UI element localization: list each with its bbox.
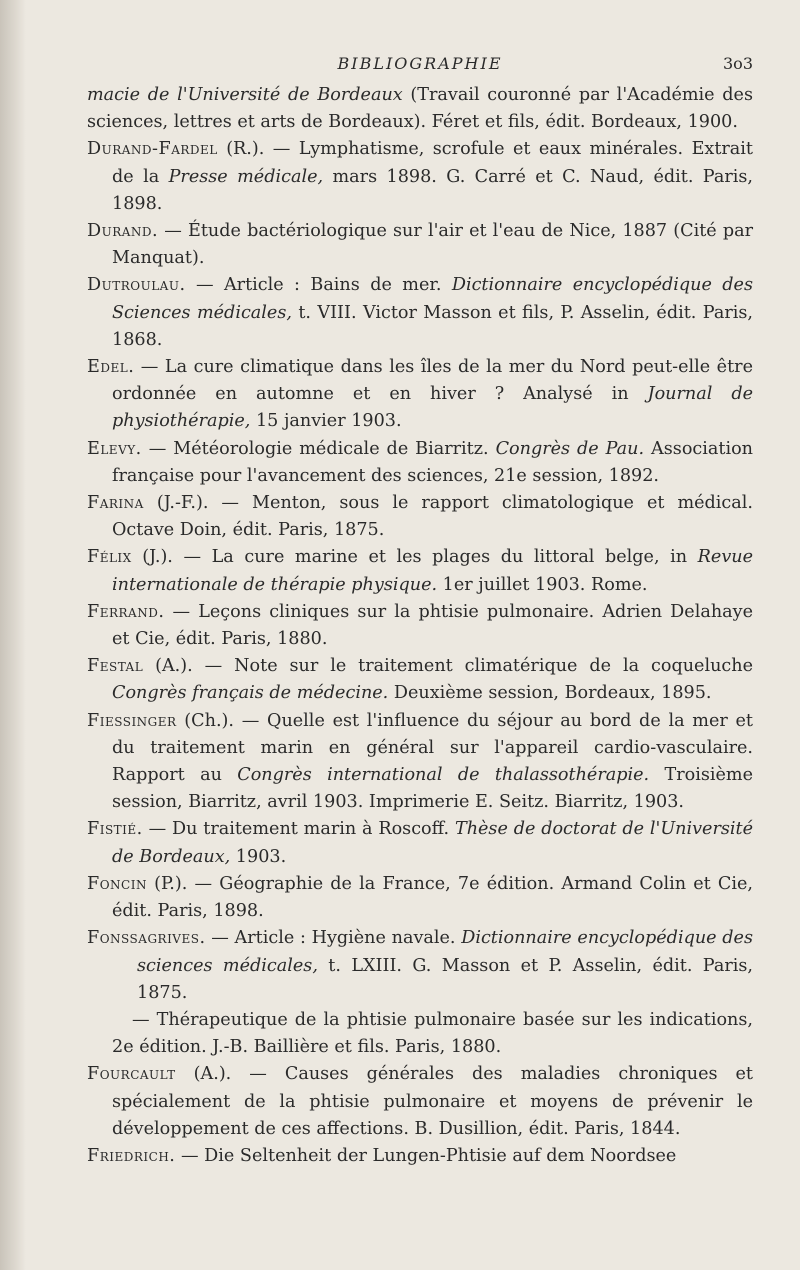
entry-author: Friedrich. [87, 1145, 176, 1166]
entry-author: Fourcault [87, 1064, 176, 1085]
bibliography-entry [87, 653, 753, 707]
entry-author: Ferrand. [87, 601, 165, 622]
page-number: 3o3 [723, 54, 753, 73]
entry-text: — Étude bactériologique sur l'air et l'eau de Nice, 1887 (Cité par Manquat). [112, 221, 753, 269]
entry-title: Revue internationale de thérapie physique. [112, 547, 753, 595]
entry-details: mars 1898. G. Carré et C. Naud, édit. Paris, 1898. [112, 166, 754, 214]
bibliography-entry [87, 599, 753, 653]
entry-title: Congrès français de médecine. [112, 683, 389, 704]
entry-details: 1903. [230, 846, 287, 867]
bibliography-entry [87, 272, 753, 354]
entry-details: t. LXIII. G. Masson et P. Asselin, édit. Paris, 1875. [137, 955, 753, 1003]
entry-text: (A.). — Note sur le traitement climatérique de la coqueluche [143, 656, 753, 677]
entry-title: Dictionnaire encyclopédique des sciences médicales, [137, 928, 753, 976]
entry-author: Fonssagrives. [87, 928, 206, 949]
entry-author: Festal [87, 656, 144, 677]
entry-author: Fiessinger [87, 710, 177, 731]
entry-text: — Thérapeutique de la phtisie pulmonaire basée sur les indications, 2e édition. J.-B. Baillière et fils. Paris, 1880. [112, 1009, 753, 1058]
entry-title: Presse médicale, [168, 166, 324, 187]
entry-details: 1er juillet 1903. Rome. [437, 574, 648, 595]
entry-details: t. VIII. Victor Masson et fils, P. Asselin, édit. Paris, 1868. [112, 302, 753, 350]
entry-title: macie de l'Université de Bordeaux [87, 85, 403, 105]
entry-author: Edel. [87, 357, 135, 378]
entry-text: — Article : Hygiène navale. [205, 928, 462, 949]
running-title: BIBLIOGRAPHIE [337, 54, 503, 73]
bibliography-entry [87, 136, 753, 218]
bibliography-entry [87, 925, 753, 1007]
bibliography-entry [87, 1143, 753, 1170]
bibliography-entry [87, 1007, 753, 1061]
entry-author: Fistié. [87, 819, 143, 840]
book-spine-shadow [0, 0, 26, 1270]
entry-text: — La cure climatique dans les îles de la mer du Nord peut-elle être ordonnée en automne et en hiver ? Analysé in [112, 357, 753, 405]
entry-author: Durand. [87, 221, 159, 242]
entry-text: — Du traitement marin à Roscoff. [142, 819, 455, 840]
entry-title: Congrès de Pau. [495, 438, 645, 459]
entry-text: (R.). — Lymphatisme, scrofule et eaux minérales. Extrait de la [112, 139, 753, 187]
bibliography-entry [87, 436, 753, 490]
entry-text: (A.). — Causes générales des maladies chroniques et spécialement de la phtisie pulmonaire et moyens de prévenir le développement de ces affections. B. Dusillion, édit. Paris, 1844. [112, 1064, 753, 1139]
entry-title: Thèse de doctorat de l'Université de Bordeaux, [112, 819, 754, 867]
entry-author: Elevy. [87, 438, 142, 459]
entry-details: Association française pour l'avancement des sciences, 21e session, 1892. [112, 438, 754, 486]
entry-text: (J.-F.). — Menton, sous le rapport climatologique et médical. Octave Doin, édit. Paris, 1875. [112, 493, 753, 541]
page-header [87, 50, 753, 78]
entry-author: Durand-Fardel [87, 139, 218, 160]
entry-title: Journal de physiothérapie, [112, 384, 754, 432]
entry-text: (P.). — Géographie de la France, 7e édition. Armand Colin et Cie, édit. Paris, 1898. [112, 873, 753, 922]
document-page [87, 50, 753, 1170]
entry-text: (Ch.). — Quelle est l'influence du séjour au bord de la mer et du traitement marin en général sur l'appareil cardio-vasculaire. Rapport au [112, 710, 753, 786]
entry-details: Deuxième session, Bordeaux, 1895. [388, 683, 712, 704]
entry-text: — Die Seltenheit der Lungen-Phtisie auf dem Noordsee [175, 1145, 677, 1166]
entry-author: Dutroulau. [87, 275, 186, 296]
bibliography-entry [87, 1061, 753, 1143]
entry-details: (Travail couronné par l'Académie des sciences, lettres et arts de Bordeaux). Féret et fils, édit. Bordeaux, 1900. [87, 85, 753, 133]
bibliography-entry [87, 82, 753, 136]
entry-title: Dictionnaire encyclopédique des Sciences médicales, [112, 275, 754, 323]
bibliography-entry [87, 490, 753, 544]
entry-title: Congrès international de thalassothérapie. [237, 765, 650, 786]
entry-author: Foncin [87, 873, 147, 894]
bibliography-entry [87, 708, 753, 817]
entry-text: — Article : Bains de mer. [185, 275, 452, 296]
entry-author: Félix [87, 547, 132, 568]
entry-text: (J.). — La cure marine et les plages du littoral belge, in [131, 547, 698, 568]
entry-details: 15 janvier 1903. [250, 411, 402, 432]
bibliography-entry [87, 218, 753, 272]
bibliography-entry [87, 816, 753, 870]
bibliography-entry [87, 544, 753, 598]
bibliography-entry [87, 354, 753, 436]
bibliography-entry [87, 871, 753, 925]
entry-details: Troisième session, Biarritz, avril 1903. Imprimerie E. Seitz. Biarritz, 1903. [112, 765, 753, 813]
entry-text: — Météorologie médicale de Biarritz. [141, 438, 496, 459]
entry-text: — Leçons cliniques sur la phtisie pulmonaire. Adrien Delahaye et Cie, édit. Paris, 1880. [112, 601, 753, 650]
entry-author: Farina [87, 493, 144, 514]
